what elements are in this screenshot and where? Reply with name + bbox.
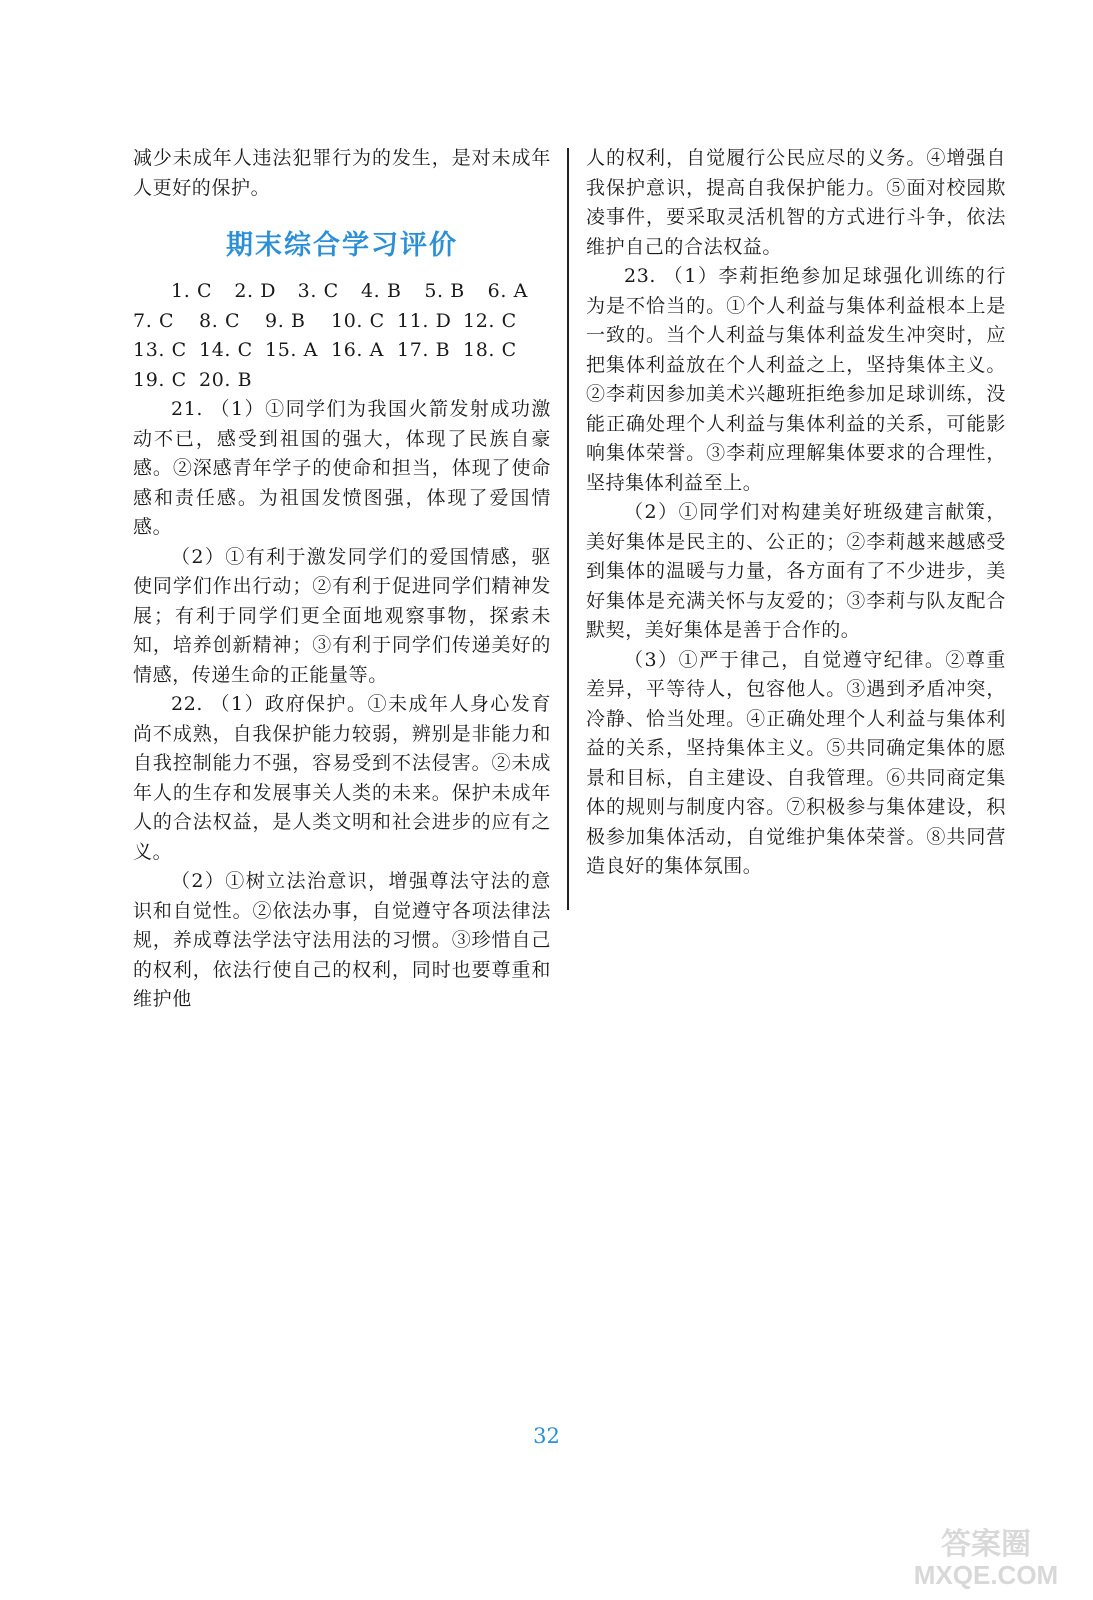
answer-item: 4. B [360, 280, 402, 302]
left-column [133, 144, 551, 1015]
answer-23-part-1: 23. （1）李莉拒绝参加足球强化训练的行为是不恰当的。①个人利益与集体利益根本上是一致的。当个人利益与集体利益发生冲突时，应把集体利益放在个人利益之上，坚持集体主义。②李莉因参加美术兴趣班拒绝参加足球训练，没能正确处理个人利益与集体利益的关系，可能影响集体荣誉。③李莉应理解集体要求的合理性，坚持集体利益至上。 [586, 265, 1006, 494]
answer-item: 17. B [397, 339, 451, 361]
answer-item: 19. C [133, 368, 187, 391]
answer-item: 11. D [397, 309, 452, 332]
answer-row [133, 307, 551, 337]
answer-22-part-1: 22. （1）政府保护。①未成年人身心发育尚不成熟，自我保护能力较弱，辨别是非能力和自我控制能力不强，容易受到不法侵害。②未成年人的生存和发展事关人类的未来。保护未成年人的合法权益，是人类文明和社会进步的应有之义。 [133, 693, 551, 863]
answer-21-part-2: （2）①有利于激发同学们的爱国情感，驱使同学们作出行动；②有利于促进同学们精神发展；有利于同学们更全面地观察事物，探索未知，培养创新精神；③有利于同学们传递美好的情感，传递生命的正能量等。 [133, 545, 551, 686]
intro-paragraph: 减少未成年人违法犯罪行为的发生，是对未成年人更好的保护。 [133, 147, 551, 199]
watermark-url: MXQE.COM [913, 1560, 1059, 1590]
answer-22-part-2: （2）①树立法治意识，增强尊法守法的意识和自觉性。②依法办事，自觉遵守各项法律法规，养成尊法学法守法用法的习惯。③珍惜自己的权利，依法行使自己的权利，同时也要尊重和维护他 [133, 870, 551, 1010]
watermark-brand: 答案圈 [941, 1528, 1031, 1561]
answer-item: 7. C [133, 309, 175, 332]
answer-item: 8. C [199, 309, 241, 332]
answer-item: 5. B [424, 280, 465, 302]
answer-22-continuation: 人的权利，自觉履行公民应尽的义务。④增强自我保护意识，提高自我保护能力。⑤面对校园欺凌事件，要采取灵活机智的方式进行斗争，依法维护自己的合法权益。 [586, 147, 1006, 258]
answer-row [133, 277, 551, 307]
answer-item: 20. B [199, 368, 253, 391]
answer-item: 16. A [331, 339, 384, 361]
answer-21-part-1: 21. （1）①同学们为我国火箭发射成功激动不已，感受到祖国的强大，体现了民族自豪感。②深感青年学子的使命和担当，体现了使命感和责任感。为祖国发愤图强，体现了爱国情感。 [133, 398, 551, 538]
answer-item: 13. C [133, 339, 187, 361]
answer-item: 10. C [331, 309, 385, 332]
answer-row [133, 366, 551, 396]
answer-item: 3. C [297, 280, 339, 302]
page-number: 32 [533, 1424, 560, 1448]
answer-23-part-3: （3）①严于律己，自觉遵守纪律。②尊重差异，平等待人，包容他人。③遇到矛盾冲突，冷静、恰当处理。④正确处理个人利益与集体利益的关系，坚持集体主义。⑤共同确定集体的愿景和目标，自主建设、自我管理。⑥共同商定集体的规则与制度内容。⑦积极参与集体建设，积极参加集体活动，自觉维护集体荣誉。⑧共同营造良好的集体氛围。 [586, 648, 1006, 877]
answer-item: 1. C [171, 280, 213, 302]
answer-item: 9. B [265, 309, 306, 332]
column-divider [567, 148, 569, 910]
answer-item: 2. D [234, 280, 277, 302]
answer-item: 12. C [463, 309, 517, 332]
section-title: 期末综合学习评价 [226, 230, 458, 261]
answer-23-part-2: （2）①同学们对构建美好班级建言献策，美好集体是民主的、公正的；②李莉越来越感受到集体的温暖与力量，各方面有了不少进步，美好集体是充满关怀与友爱的；③李莉与队友配合默契，美好集体是善于合作的。 [586, 501, 1006, 641]
answer-key [133, 277, 551, 395]
answer-row [133, 336, 551, 366]
right-column [586, 144, 1006, 882]
answer-item: 14. C [199, 339, 253, 361]
answer-item: 15. A [265, 339, 318, 361]
answer-item: 18. C [463, 339, 517, 361]
watermark-logo [891, 1522, 1081, 1590]
answer-item: 6. A [487, 280, 528, 302]
